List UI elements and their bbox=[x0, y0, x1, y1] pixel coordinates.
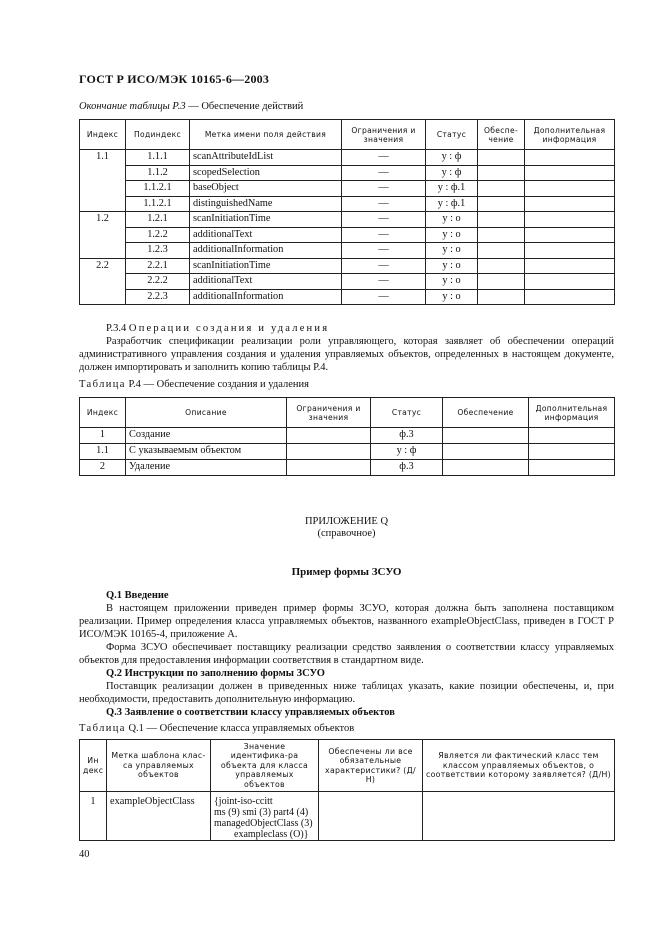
table1-cell-limits: — bbox=[342, 150, 426, 166]
table-actions bbox=[79, 119, 615, 305]
q1-paragraph-1: В настоящем приложении приведен пример формы ЗСУО, которая должна быть заполнена поставщиком реализации. Пример определения класса управляемых объектов, названного exampleObjectClass, приведен в ГОСТ Р ИСО/МЭК 10165-4, приложение А. bbox=[79, 603, 614, 640]
table1-header-subindex: Подиндекс bbox=[126, 120, 190, 150]
table-row bbox=[80, 196, 615, 212]
table2-header-support: Обеспечение bbox=[443, 398, 529, 428]
table1-cell-sub: 1.2.2 bbox=[126, 227, 190, 243]
oid-line-1: {joint-iso-ccitt bbox=[214, 796, 273, 807]
table3-cell-mandatory bbox=[319, 792, 423, 841]
document-code: ГОСТ Р ИСО/МЭК 10165-6—2003 bbox=[79, 72, 270, 86]
table1-cell-support bbox=[478, 165, 525, 181]
table1-cell-status: у : ф.1 bbox=[426, 196, 478, 212]
table1-cell-status: у : о bbox=[426, 258, 478, 274]
table2-cell-limits bbox=[287, 428, 371, 444]
table1-cell-status: у : о bbox=[426, 274, 478, 290]
table1-header-support: Обеспе-чение bbox=[478, 120, 525, 150]
table3-caption bbox=[79, 723, 354, 734]
table1-cell-sub: 1.1.1 bbox=[126, 150, 190, 166]
table1-cell-support bbox=[478, 243, 525, 259]
table3-header-actual-class: Является ли фактический класс тем классом управляемых объектов, о соответствии которому заявляется? (Д/Н) bbox=[423, 740, 615, 792]
q1-paragraph-2: Форма ЗСУО обеспечивает поставщику реализации средство заявления о соответствии классу управляемых объектов для предоставления информации соответствия в стандартном виде. bbox=[79, 642, 614, 666]
table1-cell-limits: — bbox=[342, 212, 426, 228]
table1-cell-support bbox=[478, 258, 525, 274]
table3-cell-index: 1 bbox=[80, 792, 107, 841]
table1-cell-label: additionalText bbox=[190, 227, 342, 243]
table1-cell-sub: 2.2.3 bbox=[126, 289, 190, 305]
table1-cell-index bbox=[80, 165, 126, 181]
table1-cell-status: у : ф bbox=[426, 150, 478, 166]
table1-caption-rest: — Обеспечение действий bbox=[185, 101, 304, 112]
table2-header-desc: Описание bbox=[126, 398, 287, 428]
table2-cell-desc: Удаление bbox=[126, 460, 287, 476]
section-p34 bbox=[79, 322, 614, 374]
table3-caption-rest: Q.1 — Обеспечение класса управляемых объектов bbox=[125, 723, 355, 734]
table1-cell-info bbox=[525, 150, 615, 166]
table1-cell-index bbox=[80, 181, 126, 197]
table1-cell-index bbox=[80, 289, 126, 305]
table2-header-row bbox=[80, 398, 615, 428]
table3-cell-oid bbox=[211, 792, 319, 841]
table3-header-mandatory: Обеспечены ли все обязательные характеристики? (Д/Н) bbox=[319, 740, 423, 792]
table-row bbox=[80, 444, 615, 460]
table2-header-index: Индекс bbox=[80, 398, 126, 428]
table-row bbox=[80, 460, 615, 476]
table1-cell-limits: — bbox=[342, 258, 426, 274]
table-row bbox=[80, 212, 615, 228]
table1-header-label: Метка имени поля действия bbox=[190, 120, 342, 150]
table1-cell-index bbox=[80, 274, 126, 290]
table1-cell-sub: 1.1.2.1 bbox=[126, 196, 190, 212]
table2-cell-desc: С указываемым объектом bbox=[126, 444, 287, 460]
oid-line-2: ms (9) smi (3) part4 (4) bbox=[214, 807, 309, 818]
table2-cell-info bbox=[529, 460, 615, 476]
table1-cell-status: у : о bbox=[426, 243, 478, 259]
table1-cell-support bbox=[478, 227, 525, 243]
table1-caption-prefix: Окончание таблицы Р.3 bbox=[79, 101, 186, 112]
table1-cell-sub: 1.2.1 bbox=[126, 212, 190, 228]
section-p34-title: Операции создания и удаления bbox=[128, 323, 330, 334]
table3-header-template-label: Метка шаблона клас-са управляемых объектов bbox=[107, 740, 211, 792]
table-row bbox=[80, 165, 615, 181]
table2-cell-limits bbox=[287, 444, 371, 460]
table1-cell-index bbox=[80, 196, 126, 212]
table1-cell-sub: 2.2.2 bbox=[126, 274, 190, 290]
table1-cell-support bbox=[478, 289, 525, 305]
table1-cell-sub: 2.2.1 bbox=[126, 258, 190, 274]
table1-cell-status: у : ф bbox=[426, 165, 478, 181]
table1-cell-info bbox=[525, 227, 615, 243]
table1-cell-limits: — bbox=[342, 196, 426, 212]
table1-cell-limits: — bbox=[342, 243, 426, 259]
table-create-delete bbox=[79, 397, 615, 476]
table-row bbox=[80, 227, 615, 243]
table1-cell-info bbox=[525, 165, 615, 181]
table2-cell-support bbox=[443, 444, 529, 460]
table2-caption-rest: Р.4 — Обеспечение создания и удаления bbox=[125, 379, 309, 390]
table1-cell-support bbox=[478, 150, 525, 166]
table-row bbox=[80, 792, 615, 841]
table-row bbox=[80, 428, 615, 444]
table1-cell-label: baseObject bbox=[190, 181, 342, 197]
table2-cell-status: у : ф bbox=[371, 444, 443, 460]
table2-cell-index: 1 bbox=[80, 428, 126, 444]
table2-cell-index: 1.1 bbox=[80, 444, 126, 460]
table1-cell-info bbox=[525, 196, 615, 212]
table1-cell-limits: — bbox=[342, 227, 426, 243]
table2-cell-limits bbox=[287, 460, 371, 476]
table2-cell-info bbox=[529, 444, 615, 460]
table1-cell-info bbox=[525, 289, 615, 305]
table1-cell-index: 1.1 bbox=[80, 150, 126, 166]
page-number: 40 bbox=[79, 849, 90, 860]
table1-cell-index: 2.2 bbox=[80, 258, 126, 274]
table1-cell-status: у : ф.1 bbox=[426, 181, 478, 197]
table3-header-oid: Значение идентифика-ра объекта для класса управляемых объектов bbox=[211, 740, 319, 792]
table-row bbox=[80, 289, 615, 305]
table3-cell-label: exampleObjectClass bbox=[107, 792, 211, 841]
oid-line-3: managedObjectClass (3) bbox=[214, 818, 313, 829]
appendix-subtitle: (справочное) bbox=[317, 528, 376, 539]
table-row bbox=[80, 150, 615, 166]
table2-header-info: Дополнительная информация bbox=[529, 398, 615, 428]
table1-cell-limits: — bbox=[342, 274, 426, 290]
table1-cell-label: scanInitiationTime bbox=[190, 212, 342, 228]
table1-header-info: Дополнительная информация bbox=[525, 120, 615, 150]
oid-line-4: exampleclass (O)} bbox=[234, 829, 309, 840]
appendix-title: ПРИЛОЖЕНИЕ Q bbox=[304, 516, 389, 527]
table1-cell-label: scanInitiationTime bbox=[190, 258, 342, 274]
table1-cell-status: у : о bbox=[426, 289, 478, 305]
table2-header-status: Статус bbox=[371, 398, 443, 428]
q2-heading: Q.2 Инструкции по заполнению формы ЗСУО bbox=[106, 668, 325, 679]
appendix-header bbox=[79, 516, 614, 540]
appendix-heading: Пример формы ЗСУО bbox=[291, 566, 402, 578]
table1-caption bbox=[79, 101, 303, 112]
table2-cell-info bbox=[529, 428, 615, 444]
table1-cell-info bbox=[525, 212, 615, 228]
table1-cell-index bbox=[80, 243, 126, 259]
table1-cell-label: additionalInformation bbox=[190, 289, 342, 305]
table1-cell-support bbox=[478, 274, 525, 290]
table3-caption-prefix: Таблица bbox=[79, 723, 126, 734]
table3-cell-actual-class bbox=[423, 792, 615, 841]
table1-cell-label: additionalInformation bbox=[190, 243, 342, 259]
table2-cell-support bbox=[443, 428, 529, 444]
table2-cell-index: 2 bbox=[80, 460, 126, 476]
table1-cell-support bbox=[478, 181, 525, 197]
table-row bbox=[80, 181, 615, 197]
table1-cell-label: distinguishedName bbox=[190, 196, 342, 212]
table1-cell-limits: — bbox=[342, 165, 426, 181]
table-managed-object-class bbox=[79, 739, 615, 841]
table1-cell-sub: 1.1.2.1 bbox=[126, 181, 190, 197]
section-p34-heading bbox=[79, 322, 614, 335]
section-p34-number: Р.3.4 bbox=[106, 323, 129, 334]
table1-cell-label: scanAttributeIdList bbox=[190, 150, 342, 166]
table1-cell-info bbox=[525, 258, 615, 274]
table1-cell-info bbox=[525, 274, 615, 290]
table3-header-row bbox=[80, 740, 615, 792]
table1-cell-label: scopedSelection bbox=[190, 165, 342, 181]
table-row bbox=[80, 243, 615, 259]
table1-cell-status: у : о bbox=[426, 212, 478, 228]
table1-cell-support bbox=[478, 212, 525, 228]
table1-cell-limits: — bbox=[342, 181, 426, 197]
q1-heading: Q.1 Введение bbox=[106, 590, 169, 601]
table2-cell-status: ф.3 bbox=[371, 460, 443, 476]
table1-cell-label: additionalText bbox=[190, 274, 342, 290]
table2-caption-prefix: Таблица bbox=[79, 379, 126, 390]
table-row bbox=[80, 258, 615, 274]
table1-cell-index bbox=[80, 227, 126, 243]
table2-header-limits: Ограничения и значения bbox=[287, 398, 371, 428]
q3-heading: Q.3 Заявление о соответствии классу управляемых объектов bbox=[106, 707, 395, 718]
table1-cell-sub: 1.1.2 bbox=[126, 165, 190, 181]
table1-cell-limits: — bbox=[342, 289, 426, 305]
table1-header-status: Статус bbox=[426, 120, 478, 150]
appendix-body bbox=[79, 589, 614, 719]
table2-cell-status: ф.3 bbox=[371, 428, 443, 444]
q2-paragraph-1: Поставщик реализации должен в приведенных ниже таблицах указать, какие позиции обеспечены, и, при необходимости, предоставить дополнительную информацию. bbox=[79, 681, 614, 705]
table2-cell-desc: Создание bbox=[126, 428, 287, 444]
table1-cell-status: у : о bbox=[426, 227, 478, 243]
table2-caption bbox=[79, 379, 309, 390]
section-p34-paragraph: Разработчик спецификации реализации роли управляющего, которая заявляет об обеспечении операций административного управления создания и удаления управляемых объектов, определенных в настоящем документе, должен импортировать и заполнить копию таблицы Р.4. bbox=[79, 336, 614, 373]
table1-cell-info bbox=[525, 243, 615, 259]
table1-cell-support bbox=[478, 196, 525, 212]
table2-cell-support bbox=[443, 460, 529, 476]
table1-header-limits: Ограничения и значения bbox=[342, 120, 426, 150]
table1-header-index: Индекс bbox=[80, 120, 126, 150]
table1-cell-index: 1.2 bbox=[80, 212, 126, 228]
table3-header-index: Ин декс bbox=[80, 740, 107, 792]
table1-cell-sub: 1.2.3 bbox=[126, 243, 190, 259]
table1-cell-info bbox=[525, 181, 615, 197]
table1-header-row bbox=[80, 120, 615, 150]
table-row bbox=[80, 274, 615, 290]
